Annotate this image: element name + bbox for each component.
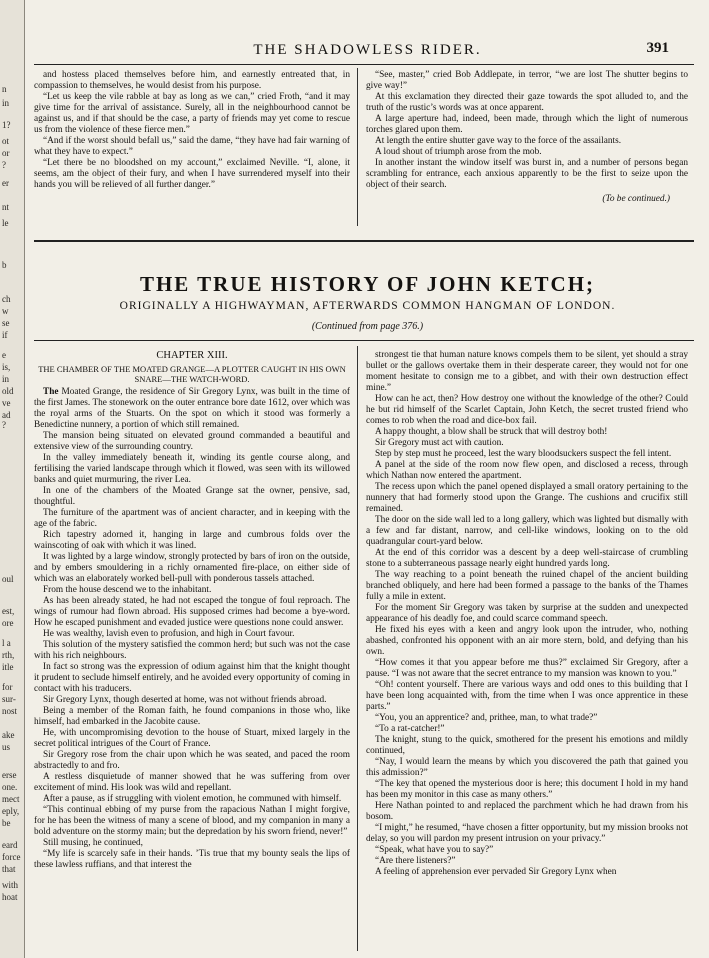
gutter-fragment: one.	[2, 782, 18, 792]
paragraph: He, with uncompromising devotion to the house of Stuart, mixed largely in the secret political intrigues of the Court of France.	[34, 728, 350, 749]
paragraph: “This continual ebbing of my purse from the rapacious Nathan I might forgive, for he has been the witness of many a scene of blood, and my companion in many a bold adventure on the stormy main; but the depredation by his sworn friend, never!”	[34, 805, 350, 837]
paragraph: As has been already stated, he had not escaped the tongue of foul reproach. The wings of rumour had flown abroad. His supposed crimes had become a bye-word. How he escaped punishment and evaded justice were questions none could answer.	[34, 596, 350, 628]
paragraph: “Let us keep the vile rabble at bay as long as we can,” cried Froth, “and it may give time for the arrival of assistance. Surely, all in the neighbourhood cannot be against us, and if that should be the case, a party of friends may yet come to rescue us from the violence of these fierce men.”	[34, 92, 350, 135]
gutter-fragment: w	[2, 306, 9, 316]
gutter-fragment: ve	[2, 398, 11, 408]
paragraph: At the end of this corridor was a descent by a deep well-staircase of crumbling stone to a subterraneous passage nearly eight hundred yards long.	[366, 548, 688, 569]
paragraph: The furniture of the apartment was of ancient character, and in keeping with the age of the fabric.	[34, 508, 350, 529]
paragraph: The door on the side wall led to a long gallery, which was lighted but dismally with a few and far distant, narrow, and cell-like windows, looking on to the old quadrangular court-yard below.	[366, 515, 688, 547]
paragraph: Sir Gregory rose from the chair upon which he was seated, and paced the room abstractedly to and fro.	[34, 750, 350, 771]
gutter-fragment: 1?	[2, 120, 11, 130]
paragraph: In the valley immediately beneath it, winding its gentle course along, and fertilising the varied landscape through which it flowed, was seen with its willowed banks and quiet murmuring, the river Lea.	[34, 453, 350, 485]
paragraph: “Are there listeners?”	[375, 856, 456, 866]
gutter-fragment: in	[2, 374, 10, 384]
paragraph: Sir Gregory must act with caution.	[375, 438, 504, 448]
gutter-fragment: be	[2, 818, 11, 828]
gutter-fragment: eard	[2, 840, 18, 850]
paragraph: “My life is scarcely safe in their hands. ’Tis true that my bounty seals the lips of these lawless ruffians, and that interest the	[34, 849, 350, 870]
paragraph: and hostess placed themselves before him, and earnestly entreated that, in compassion to themselves, he would desist from his purpose.	[34, 70, 350, 91]
paragraph: A happy thought, a blow shall be struck that will destroy both!	[375, 427, 608, 437]
gutter-fragment: est,	[2, 606, 15, 616]
gutter-fragment: ore	[2, 618, 14, 628]
paragraph: He fixed his eyes with a keen and angry look upon the intruder, who, nothing abashed, confronted his opponent with an air more stern, bold, and defying than his own.	[366, 625, 688, 657]
chapter-subtitle: THE CHAMBER OF THE MOATED GRANGE—A PLOTTER CAUGHT IN HIS OWN SNARE—THE WATCH-WORD.	[38, 364, 346, 384]
paragraph: “Let there be no bloodshed on my account,” exclaimed Neville. “I, alone, it seems, am the object of their fury, and when I have surrendered myself into their hands you will be relieved of all further danger.”	[34, 158, 350, 190]
gutter-fragment: mect	[2, 794, 20, 804]
gutter-fragment: ad	[2, 410, 11, 420]
paragraph: “Speak, what have you to say?”	[375, 845, 494, 855]
running-header-title: THE SHADOWLESS RIDER.	[253, 42, 482, 58]
paragraph: “The key that opened the mysterious door is here; this document I hold in my hand has been my monitor in this case as many others.”	[366, 779, 688, 800]
gutter-fragment: old	[2, 386, 14, 396]
paragraph: The knight, stung to the quick, smothered for the present his emotions and mildly continued,	[366, 735, 688, 756]
paragraph: From the house descend we to the inhabitant.	[43, 585, 212, 595]
adjacent-page-fragment	[0, 0, 25, 958]
paragraph: strongest tie that human nature knows compels them to be silent, yet should a stray bullet or the gallows overtake them in their desperate career, they would not for one moment hesitate to consign me to a gibbet, and with their own destruction effect mine.”	[366, 350, 688, 393]
paragraph: After a pause, as if struggling with violent emotion, he communed with himself.	[43, 794, 342, 804]
top-right-column	[366, 70, 688, 230]
gutter-fragment: us	[2, 742, 11, 752]
paragraph: “You, you an apprentice? and, prithee, man, to what trade?”	[375, 713, 598, 723]
paragraph: Here Nathan pointed to and replaced the parchment which he had drawn from his bosom.	[366, 801, 688, 822]
paragraph: A loud shout of triumph arose from the mob.	[375, 147, 542, 157]
gutter-fragment: ?	[2, 160, 6, 170]
paragraph: “Nay, I would learn the means by which you discovered the path that gained you this admission?”	[366, 757, 688, 778]
paragraph: “How comes it that you appear before me thus?” exclaimed Sir Gregory, after a pause. “I was not aware that the secret entrance to my mansion was known to you.”	[366, 658, 688, 679]
column-divider-body	[357, 346, 358, 951]
gutter-fragment: itle	[2, 662, 14, 672]
gutter-fragment: in	[2, 98, 10, 108]
paragraph: “See, master,” cried Bob Addlepate, in terror, “we are lost The shutter begins to give way!”	[366, 70, 688, 91]
header-rule	[34, 64, 694, 65]
page-number: 391	[646, 40, 669, 56]
opening-paragraph: The Moated Grange, the residence of Sir Gregory Lynx, was built in the time of the first James. The stonework on the outer entrance bore date 1612, over which was the royal arms of the Stuarts. On the spot on which it stood was formerly a Benedictine nunnery, a portion of which still remained.	[34, 387, 350, 430]
gutter-fragment: rth,	[2, 650, 15, 660]
gutter-fragment: ?	[2, 420, 6, 430]
title-rule	[34, 340, 694, 341]
gutter-fragment: for	[2, 682, 13, 692]
paragraph: At this exclamation they directed their gaze towards the spot alluded to, and the truth of the rustic’s words was at once apparent.	[366, 92, 688, 113]
paragraph: “I might,” he resumed, “have chosen a fitter opportunity, but my mission brooks not delay, so you will pardon my present intrusion on your privacy.”	[366, 823, 688, 844]
paragraph: The mansion being situated on elevated ground commanded a beautiful and extensive view of the surrounding country.	[34, 431, 350, 452]
gutter-fragment: ot	[2, 136, 10, 146]
paragraph: “And if the worst should befall us,” said the dame, “they have had fair warning of what they have to expect.”	[34, 136, 350, 157]
gutter-fragment: or	[2, 148, 10, 158]
gutter-fragment: with	[2, 880, 19, 890]
paragraph: How can he act, then? How destroy one without the knowledge of the other? Could he but rid himself of the Scarlet Captain, John Ketch, the secret trusted friend who comes to rob when the road and dice-box fail.	[366, 394, 688, 426]
story-title: THE TRUE HISTORY OF JOHN KETCH;	[139, 272, 596, 296]
gutter-fragment: e	[2, 350, 6, 360]
opening-word: The	[43, 387, 59, 397]
gutter-fragment: that	[2, 864, 16, 874]
gutter-fragment: if	[2, 330, 8, 340]
continued-from-note: (Continued from page 376.)	[311, 321, 424, 332]
paragraph: Being a member of the Roman faith, he found companions in those who, like himself, had embarked in the Jacobite cause.	[34, 706, 350, 727]
top-left-column	[34, 70, 350, 220]
gutter-fragment: is,	[2, 362, 11, 372]
paragraph: Still musing, he continued,	[43, 838, 143, 848]
gutter-fragment: hoat	[2, 892, 18, 902]
paragraph: In one of the chambers of the Moated Grange sat the owner, pensive, sad, thoughtful.	[34, 486, 350, 507]
gutter-fragment: l a	[2, 638, 11, 648]
gutter-fragment: erse	[2, 770, 17, 780]
paragraph: This solution of the mystery satisfied the common herd; but such was not the case with his rich neighbours.	[34, 640, 350, 661]
gutter-fragment: nost	[2, 706, 18, 716]
gutter-fragment: se	[2, 318, 10, 328]
paragraph: “Oh! content yourself. There are various ways and odd ones to this building that I have been long acquainted with, from the time when I was once apprentice in these parts.”	[366, 680, 688, 712]
gutter-fragment: er	[2, 178, 9, 188]
paragraph: At length the entire shutter gave way to the force of the assailants.	[375, 136, 622, 146]
right-body-column	[366, 350, 688, 950]
section-rule	[34, 240, 694, 242]
gutter-fragment: b	[2, 260, 7, 270]
paragraph: In fact so strong was the expression of odium against him that the knight thought it prudent to seclude himself entirely, and he avoided every opportunity of coming in contact with his traducers.	[34, 662, 350, 694]
gutter-fragment: oul	[2, 574, 14, 584]
paragraph: A large aperture had, indeed, been made, through which the light of numerous torches glared upon them.	[366, 114, 688, 135]
gutter-fragment: n	[2, 84, 7, 94]
paragraph: A restless disquietude of manner showed that he was suffering from over excitement of mind. His look was wild and repellant.	[34, 772, 350, 793]
left-body-column	[34, 350, 350, 950]
paragraph: A feeling of apprehension ever pervaded Sir Gregory Lynx when	[375, 867, 617, 877]
gutter-fragment: nt	[2, 202, 10, 212]
paragraph: For the moment Sir Gregory was taken by surprise at the sudden and unexpected appearance of his deadly foe, and could scarce command speech.	[366, 603, 688, 624]
column-divider-top	[357, 68, 358, 226]
paragraph: The way reaching to a point beneath the ruined chapel of the ancient building branched obliquely, and here had been formed a passage to the banks of the Thames fully a mile in extent.	[366, 570, 688, 602]
paragraph: Step by step must he proceed, lest the wary bloodsuckers suspect the fell intent.	[375, 449, 672, 459]
gutter-fragment: ch	[2, 294, 11, 304]
paragraph: Sir Gregory Lynx, though deserted at home, was not without friends abroad.	[43, 695, 327, 705]
gutter-fragment: force	[2, 852, 21, 862]
paragraph: He was wealthy, lavish even to profusion, and high in Court favour.	[43, 629, 295, 639]
newspaper-page	[26, 0, 709, 958]
gutter-fragment: sur-	[2, 694, 16, 704]
paragraph: The recess upon which the panel opened displayed a small oratory pertaining to the nunnery that had formerly stood upon the Grange. The cushions and crucifix still remained.	[366, 482, 688, 514]
paragraph: A panel at the side of the room now flew open, and disclosed a recess, through which Nathan now entered the apartment.	[366, 460, 688, 481]
paragraph: “To a rat-catcher!”	[375, 724, 445, 734]
paragraph: Rich tapestry adorned it, hanging in large and cumbrous folds over the wainscoting of oak with which it was lined.	[34, 530, 350, 551]
chapter-title: CHAPTER XIII.	[156, 350, 228, 361]
gutter-fragment: ake	[2, 730, 15, 740]
paragraph: In another instant the window itself was burst in, and a number of persons began scrambling for entrance, each anxious apparently to be the first to seize upon the object of their search.	[366, 158, 688, 190]
gutter-fragment: le	[2, 218, 9, 228]
gutter-fragment: eply,	[2, 806, 20, 816]
to-be-continued: (To be continued.)	[602, 194, 670, 204]
paragraph: It was lighted by a large window, strongly protected by bars of iron on the outside, and by embers smouldering in a richly ornamented fire-place, on either side of which was an elaborately worked bell-pull with ponderous tassels attached.	[34, 552, 350, 584]
story-subtitle: ORIGINALLY A HIGHWAYMAN, AFTERWARDS COMMON HANGMAN OF LONDON.	[119, 300, 616, 312]
